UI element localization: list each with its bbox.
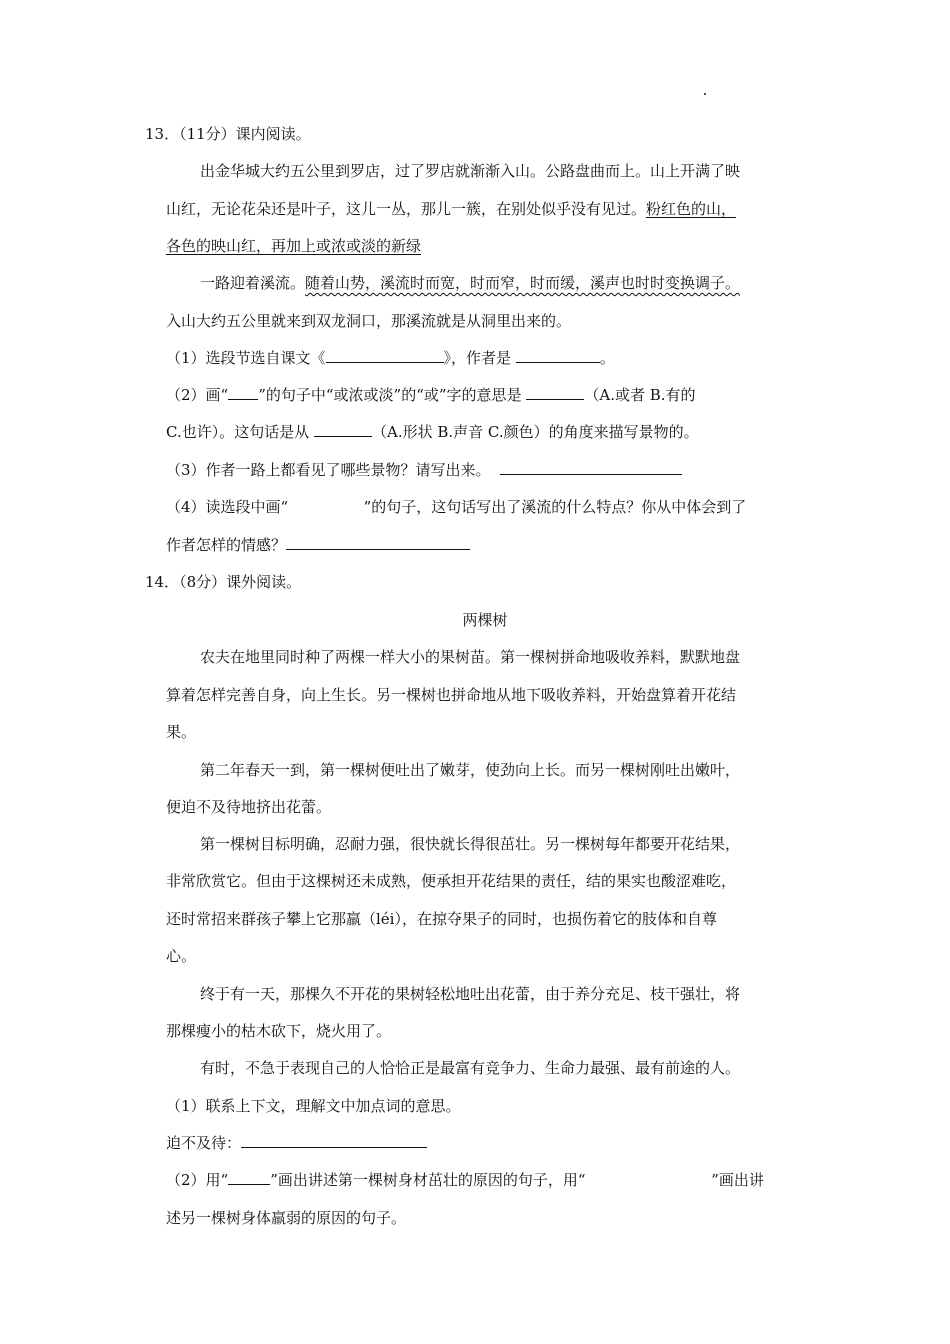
- q13-sub4-line2: [166, 535, 470, 555]
- q13-sub4-wavy-sample: [288, 497, 363, 517]
- q14-sub2-wavy-sample: [586, 1170, 712, 1190]
- q13-sub4-answer-blank[interactable]: [286, 535, 470, 550]
- q13-sub2-meaning-blank[interactable]: [526, 385, 584, 400]
- q13-sub3-question: （3）作者一路上都看见了哪些景物？请写出来。: [166, 461, 491, 479]
- q13-sub1-author-blank[interactable]: [516, 348, 600, 363]
- q14-p3-line2: 非常欣赏它。但由于这棵树还未成熟，便承担开花结果的责任，结的果实也酸涩难吃，: [166, 872, 737, 890]
- q14-p3-line1: 第一棵树目标明确，忍耐力强，很快就长得很茁壮。另一棵树每年都要开花结果，: [200, 835, 741, 853]
- q13-sub4-line1: [166, 497, 746, 517]
- q13-underlined-sentence-a: 粉红色的山，: [646, 200, 737, 218]
- q13-passage-p2-line1: [200, 273, 740, 293]
- q14-sub2-question: ”画出讲述第一棵树身材茁壮的原因的句子，用“: [270, 1171, 586, 1189]
- q13-sub2-angle-options: （A.形状 B.声音 C.颜色）的角度来描写景物的。: [372, 423, 699, 441]
- q14-sub2-end: ”画出讲: [711, 1171, 764, 1189]
- q13-sub1-author-label: 》，作者是: [443, 349, 512, 367]
- q14-p2-line2: 便迫不及待地挤出花蕾。: [166, 798, 332, 816]
- q13-sub2-angle-prompt: C.也许）。这句话是从: [166, 423, 310, 441]
- q14-story-title: 两棵树: [462, 611, 508, 629]
- q13-sub2-question: ”的句子中“或浓或淡”的“或”字的意思是: [258, 386, 522, 404]
- q13-sub3-answer-blank[interactable]: [500, 460, 682, 475]
- q13-sub4-question: ”的句子，这句话写出了溪流的什么特点？你从中体会到了: [363, 498, 747, 516]
- scan-dot: [704, 93, 706, 95]
- q14-sub1: （1）联系上下文，理解文中加点词的意思。: [166, 1097, 461, 1115]
- q13-sub2-underline-sample: [228, 385, 258, 400]
- q13-passage-p1-line2: [166, 199, 736, 219]
- q13-sub2-options: （A.或者 B.有的: [584, 386, 696, 404]
- q13-sub1: [166, 348, 615, 368]
- q14-p3-line3: 还时常招来群孩子攀上它那羸（léi），在掠夺果子的同时，也损伤着它的肢体和自尊: [166, 910, 717, 928]
- q14-sub1-term-line: [166, 1133, 427, 1153]
- q13-passage-p1-line1: 出金华城大约五公里到罗店，过了罗店就渐渐入山。公路盘曲而上。山上开满了映: [200, 162, 741, 180]
- q13-sub4-question-end: 作者怎样的情感？: [166, 536, 287, 554]
- q13-sub1-end: 。: [599, 349, 615, 367]
- q14-p1-line3: 果。: [166, 723, 197, 741]
- q13-sub1-lesson-blank[interactable]: [326, 348, 444, 363]
- q13-sub2-line1: [166, 385, 696, 405]
- q14-sub2-underline-sample: [228, 1170, 270, 1185]
- q13-passage-p1-line2-text: 山红，无论花朵还是叶子，这儿一丛，那儿一簇，在别处似乎没有见过。: [166, 200, 647, 218]
- q13-wavy-sentence: 随着山势，溪流时而宽，时而窄，时而缓，溪声也时时变换调子。: [305, 274, 741, 292]
- q14-sub2-prompt: （2）用“: [166, 1171, 229, 1189]
- q14-p2-line1: 第二年春天一到，第一棵树便吐出了嫩芽，使劲向上长。而另一棵树刚吐出嫩叶，: [200, 761, 741, 779]
- q13-passage-p2-text: 一路迎着溪流。: [200, 274, 306, 292]
- q14-p4-line1: 终于有一天，那棵久不开花的果树轻松地吐出花蕾，由于养分充足、枝干强壮，将: [200, 985, 741, 1003]
- q13-passage-p2-line2: 入山大约五公里就来到双龙洞口，那溪流就是从洞里出来的。: [166, 312, 572, 330]
- q13-sub3: [166, 460, 682, 480]
- q13-sub2-line2: [166, 422, 699, 442]
- q13-sub2-prompt: （2）画“: [166, 386, 229, 404]
- q14-p1-line2: 算着怎样完善自身，向上生长。另一棵树也拼命地从地下吸收养料，开始盘算着开花结: [166, 686, 737, 704]
- q13-header: 13．（11分）课内阅读。: [145, 125, 311, 143]
- q13-sub1-prompt: （1）选段节选自课文《: [166, 349, 326, 367]
- q14-sub2-line1: [166, 1170, 764, 1190]
- q13-sub4-prompt: （4）读选段中画“: [166, 498, 289, 516]
- q13-underlined-sentence-b: 各色的映山红，再加上或浓或淡的新绿: [166, 237, 422, 255]
- q14-sub1-term: 迫不及待：: [166, 1134, 242, 1152]
- q14-sub1-answer-blank[interactable]: [241, 1133, 427, 1148]
- q14-p3-line4: 心。: [166, 947, 197, 965]
- q14-sub2-line2: 述另一棵树身体羸弱的原因的句子。: [166, 1209, 407, 1227]
- q14-p1-line1: 农夫在地里同时种了两棵一样大小的果树苗。第一棵树拼命地吸收养料，默默地盘: [200, 648, 741, 666]
- q13-sub2-angle-blank[interactable]: [314, 422, 372, 437]
- q14-p4-line2: 那棵瘦小的枯木砍下，烧火用了。: [166, 1022, 392, 1040]
- q14-header: 14．（8分）课外阅读。: [145, 573, 302, 591]
- q14-p5: 有时，不急于表现自己的人恰恰正是最富有竞争力、生命力最强、最有前途的人。: [200, 1059, 741, 1077]
